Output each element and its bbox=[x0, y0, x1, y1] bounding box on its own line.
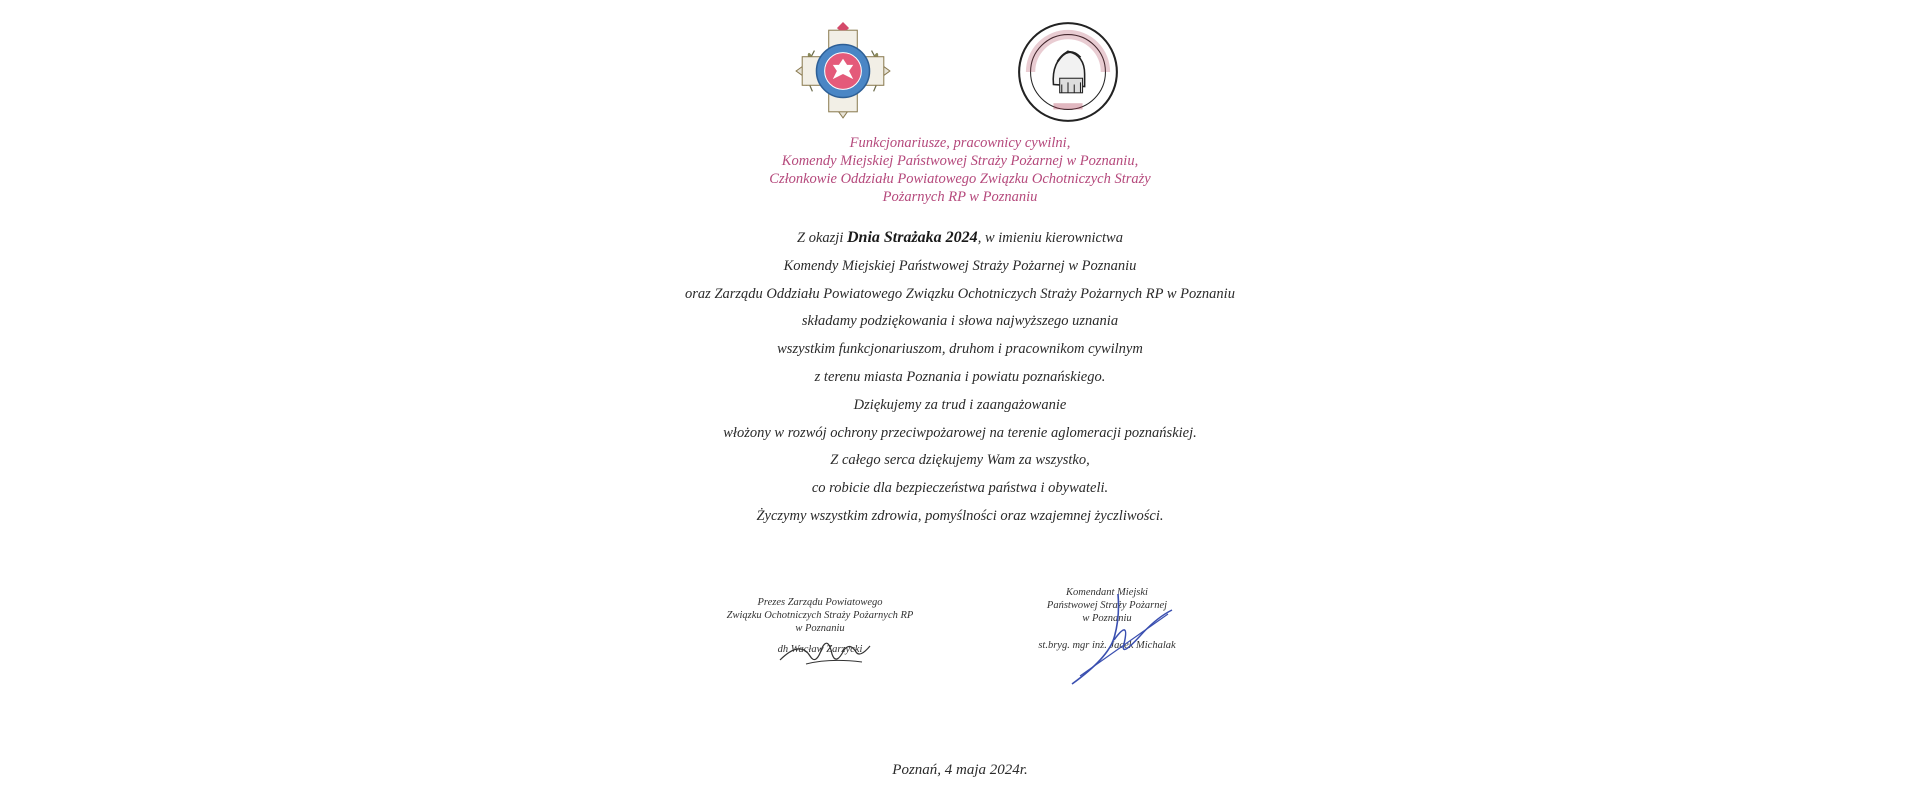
heading-line: Funkcjonariusze, pracownicy cywilni, bbox=[849, 135, 1071, 151]
greeting-heading bbox=[660, 134, 1260, 206]
signature-title: Komendant Miejski bbox=[1066, 587, 1148, 598]
letter-line: z terenu miasta Poznania i powiatu poznańskiego. bbox=[814, 368, 1106, 385]
letter-line: włożony w rozwój ochrony przeciwpożarowej na terenie aglomeracji poznańskiej. bbox=[723, 424, 1197, 441]
signature-title: Państwowej Straży Pożarnej bbox=[1046, 600, 1168, 611]
letter-text: , w imieniu kierownictwa bbox=[977, 230, 1123, 246]
heading-line: Pożarnych RP w Poznaniu bbox=[882, 189, 1038, 205]
signature-block-kmpsp bbox=[1002, 586, 1212, 652]
kmpsp-seal-icon bbox=[1016, 20, 1120, 124]
letter-line: Z całego serca dziękujemy Wam za wszystko, bbox=[830, 452, 1090, 469]
osp-emblem-icon bbox=[792, 20, 894, 122]
letter-line: wszystkim funkcjonariuszom, druhom i pracownikom cywilnym bbox=[777, 341, 1143, 358]
heading-line: Członkowie Oddziału Powiatowego Związku Ochotniczych Straży bbox=[769, 171, 1151, 187]
letter-line bbox=[560, 224, 1360, 253]
letter-body bbox=[560, 224, 1360, 531]
letter-line: co robicie dla bezpieczeństwa państwa i obywateli. bbox=[811, 480, 1109, 497]
letter-line: oraz Zarządu Oddziału Powiatowego Związku Ochotniczych Straży Pożarnych RP w Poznaniu bbox=[685, 285, 1235, 302]
signatory-name: dh Wacław Zarzycki bbox=[777, 644, 863, 655]
letter-line: Komendy Miejskiej Państwowej Straży Pożarnej w Poznaniu bbox=[783, 257, 1137, 274]
letter-line: Dziękujemy za trud i zaangażowanie bbox=[853, 396, 1067, 413]
occasion-title: Dnia Strażaka 2024 bbox=[846, 229, 978, 246]
heading-line: Komendy Miejskiej Państwowej Straży Pożarnej w Poznaniu, bbox=[781, 153, 1139, 169]
letter-line: składamy podziękowania i słowa najwyższego uznania bbox=[801, 313, 1119, 330]
letter-line: Życzymy wszystkim zdrowia, pomyślności oraz wzajemnej życzliwości. bbox=[756, 507, 1164, 524]
letter-text: Z okazji bbox=[797, 230, 847, 246]
signature-title: w Poznaniu bbox=[1082, 613, 1132, 624]
signatory-name: st.bryg. mgr inż. Jacek Michalak bbox=[1038, 640, 1176, 651]
signature-title: w Poznaniu bbox=[795, 623, 845, 634]
signature-title: Prezes Zarządu Powiatowego bbox=[757, 597, 883, 608]
letter-date: Poznań, 4 maja 2024r. bbox=[892, 762, 1028, 778]
signature-block-osp bbox=[700, 596, 940, 656]
signature-title: Związku Ochotniczych Straży Pożarnych RP bbox=[726, 610, 914, 621]
